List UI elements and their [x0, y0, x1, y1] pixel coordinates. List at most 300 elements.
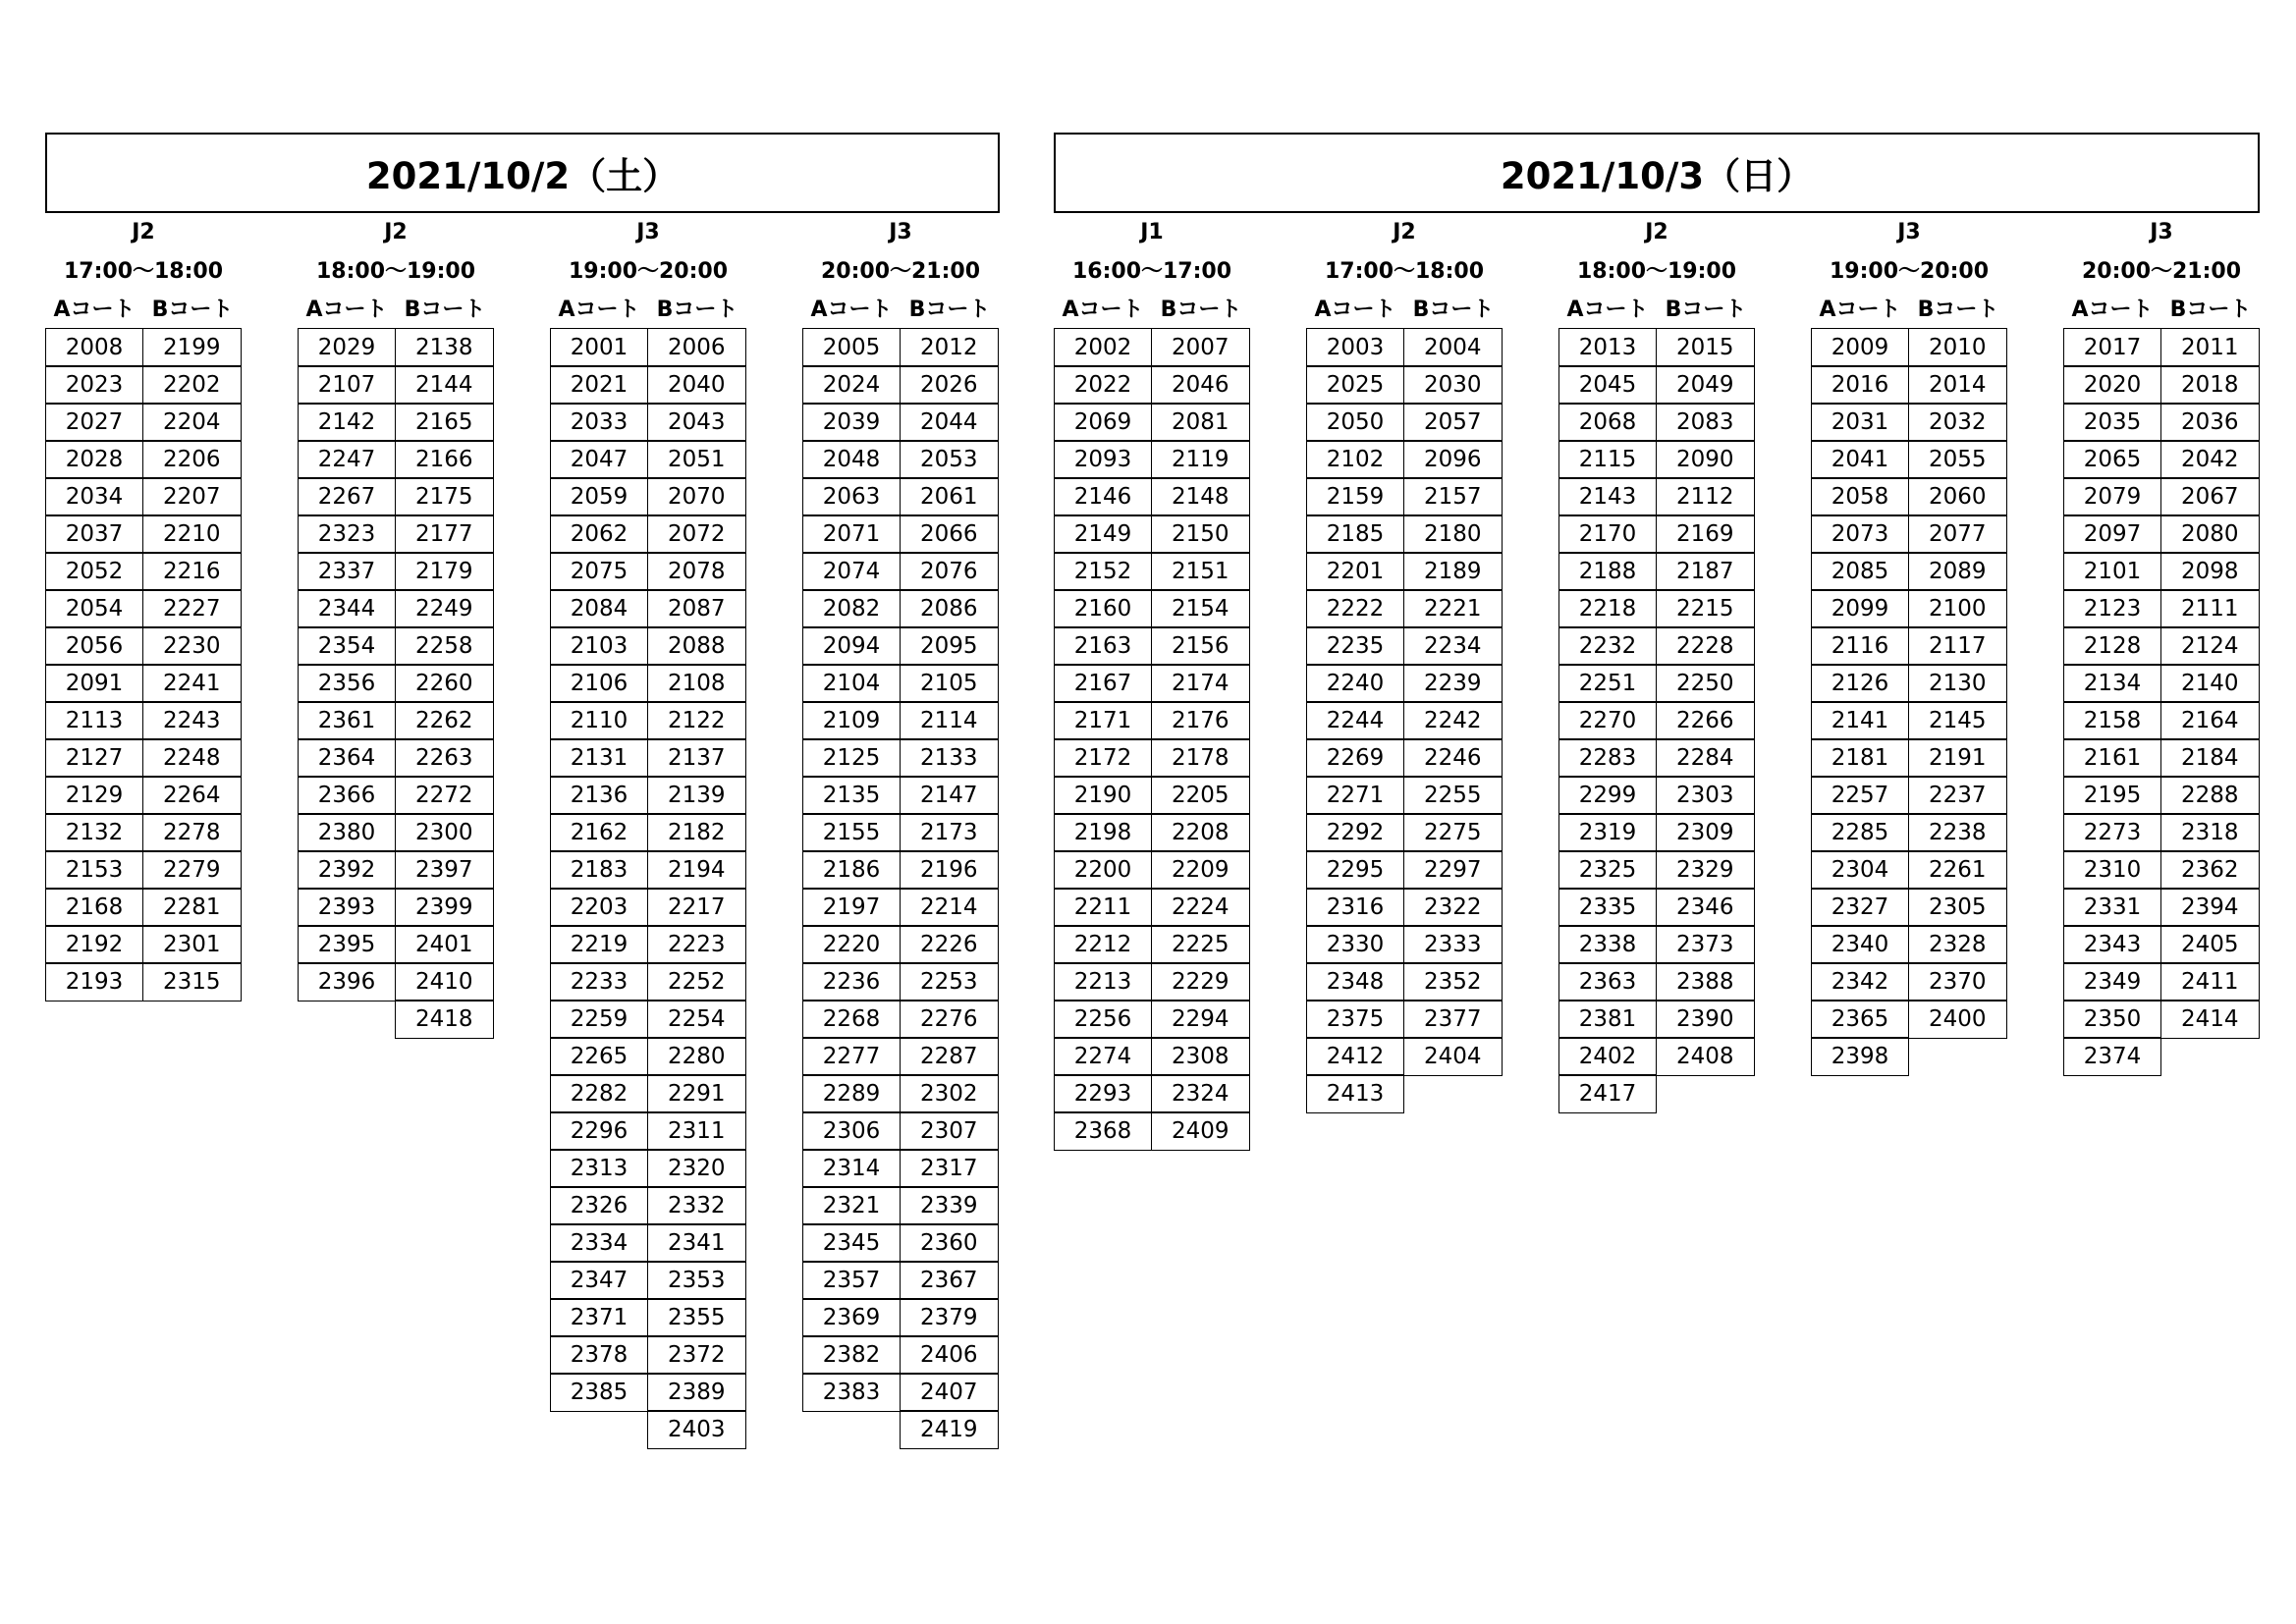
entry-number-cell: 2339	[900, 1186, 1000, 1225]
entry-number-cell: 2352	[1403, 962, 1503, 1001]
entry-number-cell: 2198	[1054, 813, 1152, 852]
entry-number-cell: 2012	[900, 328, 1000, 367]
entry-number-cell: 2166	[395, 440, 495, 479]
division-label: J2	[132, 220, 155, 244]
time-slot	[550, 213, 746, 1449]
entry-number-cell: 2194	[647, 850, 747, 890]
entry-number-cell: 2057	[1403, 403, 1503, 442]
entry-number-cell: 2046	[1151, 365, 1251, 405]
entry-number-cell: 2354	[298, 626, 396, 666]
entry-number-cell: 2207	[142, 477, 243, 516]
entry-number-cell: 2412	[1306, 1037, 1404, 1076]
entry-number-cell: 2242	[1403, 701, 1503, 740]
entry-number-cell: 2169	[1656, 514, 1756, 554]
entry-number-cell: 2247	[298, 440, 396, 479]
entry-number-cell: 2147	[900, 776, 1000, 815]
entry-number-cell: 2301	[142, 925, 243, 964]
entry-number-cell: 2264	[142, 776, 243, 815]
entry-number-cell: 2333	[1403, 925, 1503, 964]
entry-number-cell: 2233	[550, 962, 648, 1001]
entry-number-cell: 2383	[802, 1373, 901, 1412]
entry-number-cell: 2377	[1403, 1000, 1503, 1039]
entry-number-cell: 2083	[1656, 403, 1756, 442]
court-b-column	[1909, 330, 2007, 1076]
entry-number-cell: 2395	[298, 925, 396, 964]
entry-number-cell: 2212	[1054, 925, 1152, 964]
entry-number-cell: 2014	[1908, 365, 2008, 405]
entry-number-cell: 2369	[802, 1298, 901, 1337]
entry-number-cell: 2213	[1054, 962, 1152, 1001]
entry-number-cell: 2187	[1656, 552, 1756, 591]
entry-number-cell: 2056	[45, 626, 143, 666]
entry-number-cell: 2025	[1306, 365, 1404, 405]
entry-number-cell: 2256	[1054, 1000, 1152, 1039]
division-label: J3	[636, 220, 660, 244]
entry-number-cell: 2232	[1558, 626, 1657, 666]
court-a-column	[45, 330, 143, 1001]
entry-number-cell: 2254	[647, 1000, 747, 1039]
entry-number-cell: 2195	[2063, 776, 2161, 815]
entry-number-cell: 2003	[1306, 328, 1404, 367]
entry-number-cell: 2338	[1558, 925, 1657, 964]
entry-number-cell: 2278	[142, 813, 243, 852]
court-header-row	[802, 291, 999, 330]
court-header-row	[45, 291, 242, 330]
entry-number-cell: 2139	[647, 776, 747, 815]
entry-number-cell: 2238	[1908, 813, 2008, 852]
entry-number-cell: 2042	[2160, 440, 2261, 479]
entry-number-cell: 2210	[142, 514, 243, 554]
entry-number-cell: 2347	[550, 1261, 648, 1300]
entry-number-cell: 2082	[802, 589, 901, 628]
entry-number-cell: 2171	[1054, 701, 1152, 740]
entry-number-cell: 2070	[647, 477, 747, 516]
entry-number-cell: 2076	[900, 552, 1000, 591]
court-number-columns	[2063, 330, 2260, 1076]
entry-number-cell: 2021	[550, 365, 648, 405]
entry-number-cell: 2397	[395, 850, 495, 890]
court-header-row	[298, 291, 494, 330]
entry-number-cell: 2197	[802, 888, 901, 927]
entry-number-cell: 2410	[395, 962, 495, 1001]
entry-number-cell: 2185	[1306, 514, 1404, 554]
entry-number-cell: 2305	[1908, 888, 2008, 927]
entry-number-cell: 2146	[1054, 477, 1152, 516]
entry-number-cell: 2113	[45, 701, 143, 740]
entry-number-cell: 2041	[1811, 440, 1909, 479]
entry-number-cell: 2034	[45, 477, 143, 516]
court-a-column	[1306, 330, 1404, 1113]
entry-number-cell: 2106	[550, 664, 648, 703]
entry-number-cell: 2277	[802, 1037, 901, 1076]
entry-number-cell: 2051	[647, 440, 747, 479]
entry-number-cell: 2308	[1151, 1037, 1251, 1076]
entry-number-cell: 2350	[2063, 1000, 2161, 1039]
entry-number-cell: 2009	[1811, 328, 1909, 367]
court-header-row	[1811, 291, 2007, 330]
entry-number-cell: 2180	[1403, 514, 1503, 554]
time-range-label: 17:00〜18:00	[1324, 258, 1485, 284]
entry-number-cell: 2263	[395, 738, 495, 778]
entry-number-cell: 2304	[1811, 850, 1909, 890]
time-slot	[1811, 213, 2007, 1151]
entry-number-cell: 2310	[2063, 850, 2161, 890]
entry-number-cell: 2141	[1811, 701, 1909, 740]
entry-number-cell: 2134	[2063, 664, 2161, 703]
entry-number-cell: 2289	[802, 1074, 901, 1113]
entry-number-cell: 2105	[900, 664, 1000, 703]
entry-number-cell: 2190	[1054, 776, 1152, 815]
entry-number-cell: 2408	[1656, 1037, 1756, 1076]
entry-number-cell: 2370	[1908, 962, 2008, 1001]
entry-number-cell: 2258	[395, 626, 495, 666]
entry-number-cell: 2406	[900, 1335, 1000, 1375]
court-b-header: Bコート	[2169, 298, 2252, 322]
entry-number-cell: 2122	[647, 701, 747, 740]
entry-number-cell: 2396	[298, 962, 396, 1001]
entry-number-cell: 2177	[395, 514, 495, 554]
entry-number-cell: 2061	[900, 477, 1000, 516]
entry-number-cell: 2005	[802, 328, 901, 367]
entry-number-cell: 2419	[900, 1410, 1000, 1449]
entry-number-cell: 2218	[1558, 589, 1657, 628]
entry-number-cell: 2119	[1151, 440, 1251, 479]
entry-number-cell: 2381	[1558, 1000, 1657, 1039]
court-a-header: Aコート	[810, 298, 893, 322]
time-range-label: 19:00〜20:00	[568, 258, 729, 284]
entry-number-cell: 2022	[1054, 365, 1152, 405]
entry-number-cell: 2364	[298, 738, 396, 778]
entry-number-cell: 2184	[2160, 738, 2261, 778]
entry-number-cell: 2162	[550, 813, 648, 852]
division-label: J2	[384, 220, 408, 244]
entry-number-cell: 2040	[647, 365, 747, 405]
court-a-column	[802, 330, 901, 1449]
entry-number-cell: 2202	[142, 365, 243, 405]
entry-number-cell: 2157	[1403, 477, 1503, 516]
entry-number-cell: 2026	[900, 365, 1000, 405]
entry-number-cell: 2179	[395, 552, 495, 591]
entry-number-cell: 2048	[802, 440, 901, 479]
entry-number-cell: 2098	[2160, 552, 2261, 591]
entry-number-cell: 2268	[802, 1000, 901, 1039]
entry-number-cell: 2223	[647, 925, 747, 964]
court-number-columns	[1054, 330, 1250, 1151]
entry-number-cell: 2008	[45, 328, 143, 367]
court-b-header: Bコート	[1917, 298, 1999, 322]
entry-number-cell: 2032	[1908, 403, 2008, 442]
entry-number-cell: 2235	[1306, 626, 1404, 666]
entry-number-cell: 2273	[2063, 813, 2161, 852]
division-label: J1	[1140, 220, 1164, 244]
entry-number-cell: 2292	[1306, 813, 1404, 852]
entry-number-cell: 2020	[2063, 365, 2161, 405]
day-title: 2021/10/2（土）	[45, 133, 1000, 213]
entry-number-cell: 2269	[1306, 738, 1404, 778]
entry-number-cell: 2080	[2160, 514, 2261, 554]
entry-number-cell: 2069	[1054, 403, 1152, 442]
court-number-columns	[45, 330, 242, 1001]
entry-number-cell: 2224	[1151, 888, 1251, 927]
entry-number-cell: 2140	[2160, 664, 2261, 703]
entry-number-cell: 2291	[647, 1074, 747, 1113]
entry-number-cell: 2158	[2063, 701, 2161, 740]
entry-number-cell: 2143	[1558, 477, 1657, 516]
entry-number-cell: 2174	[1151, 664, 1251, 703]
entry-number-cell: 2250	[1656, 664, 1756, 703]
entry-number-cell: 2103	[550, 626, 648, 666]
entry-number-cell: 2030	[1403, 365, 1503, 405]
entry-number-cell: 2127	[45, 738, 143, 778]
entry-number-cell: 2360	[900, 1223, 1000, 1263]
entry-number-cell: 2126	[1811, 664, 1909, 703]
entry-number-cell: 2236	[802, 962, 901, 1001]
division-label: J2	[1393, 220, 1416, 244]
court-header-row	[2063, 291, 2260, 330]
entry-number-cell: 2265	[550, 1037, 648, 1076]
entry-number-cell: 2329	[1656, 850, 1756, 890]
entry-number-cell: 2151	[1151, 552, 1251, 591]
court-number-columns	[802, 330, 999, 1449]
entry-number-cell: 2299	[1558, 776, 1657, 815]
entry-number-cell: 2045	[1558, 365, 1657, 405]
court-a-column	[1558, 330, 1657, 1113]
entry-number-cell: 2052	[45, 552, 143, 591]
entry-number-cell: 2276	[900, 1000, 1000, 1039]
entry-number-cell: 2378	[550, 1335, 648, 1375]
entry-number-cell: 2343	[2063, 925, 2161, 964]
time-slot	[45, 213, 242, 1449]
entry-number-cell: 2262	[395, 701, 495, 740]
entry-number-cell: 2028	[45, 440, 143, 479]
time-slot	[1558, 213, 1755, 1151]
entry-number-cell: 2053	[900, 440, 1000, 479]
entry-number-cell: 2373	[1656, 925, 1756, 964]
entry-number-cell: 2090	[1656, 440, 1756, 479]
entry-number-cell: 2182	[647, 813, 747, 852]
entry-number-cell: 2398	[1811, 1037, 1909, 1076]
entry-number-cell: 2344	[298, 589, 396, 628]
entry-number-cell: 2327	[1811, 888, 1909, 927]
entry-number-cell: 2237	[1908, 776, 2008, 815]
entry-number-cell: 2144	[395, 365, 495, 405]
entry-number-cell: 2170	[1558, 514, 1657, 554]
entry-number-cell: 2411	[2160, 962, 2261, 1001]
entry-number-cell: 2401	[395, 925, 495, 964]
entry-number-cell: 2334	[550, 1223, 648, 1263]
entry-number-cell: 2284	[1656, 738, 1756, 778]
time-slot	[1306, 213, 1503, 1151]
entry-number-cell: 2102	[1306, 440, 1404, 479]
entry-number-cell: 2413	[1306, 1074, 1404, 1113]
time-range-label: 19:00〜20:00	[1829, 258, 1990, 284]
entry-number-cell: 2074	[802, 552, 901, 591]
entry-number-cell: 2199	[142, 328, 243, 367]
court-a-header: Aコート	[1062, 298, 1144, 322]
entry-number-cell: 2156	[1151, 626, 1251, 666]
entry-number-cell: 2287	[900, 1037, 1000, 1076]
entry-number-cell: 2112	[1656, 477, 1756, 516]
entry-number-cell: 2228	[1656, 626, 1756, 666]
entry-number-cell: 2253	[900, 962, 1000, 1001]
division-label: J3	[889, 220, 912, 244]
court-number-columns	[550, 330, 746, 1449]
entry-number-cell: 2200	[1054, 850, 1152, 890]
entry-number-cell: 2342	[1811, 962, 1909, 1001]
entry-number-cell: 2206	[142, 440, 243, 479]
court-b-header: Bコート	[404, 298, 486, 322]
entry-number-cell: 2400	[1908, 1000, 2008, 1039]
court-b-column	[1404, 330, 1503, 1113]
entry-number-cell: 2282	[550, 1074, 648, 1113]
entry-number-cell: 2135	[802, 776, 901, 815]
entry-number-cell: 2389	[647, 1373, 747, 1412]
entry-number-cell: 2024	[802, 365, 901, 405]
entry-number-cell: 2079	[2063, 477, 2161, 516]
entry-number-cell: 2365	[1811, 1000, 1909, 1039]
day-schedule-sunday	[1054, 133, 2260, 1151]
entry-number-cell: 2137	[647, 738, 747, 778]
entry-number-cell: 2178	[1151, 738, 1251, 778]
court-b-column	[648, 330, 746, 1449]
time-range-label: 20:00〜21:00	[2081, 258, 2242, 284]
entry-number-cell: 2099	[1811, 589, 1909, 628]
division-label: J3	[2150, 220, 2173, 244]
court-b-header: Bコート	[151, 298, 234, 322]
court-header-row	[550, 291, 746, 330]
entry-number-cell: 2313	[550, 1149, 648, 1188]
entry-number-cell: 2399	[395, 888, 495, 927]
entry-number-cell: 2077	[1908, 514, 2008, 554]
court-b-header: Bコート	[908, 298, 991, 322]
entry-number-cell: 2246	[1403, 738, 1503, 778]
entry-number-cell: 2096	[1403, 440, 1503, 479]
entry-number-cell: 2241	[142, 664, 243, 703]
entry-number-cell: 2368	[1054, 1111, 1152, 1151]
entry-number-cell: 2409	[1151, 1111, 1251, 1151]
entry-number-cell: 2017	[2063, 328, 2161, 367]
entry-number-cell: 2117	[1908, 626, 2008, 666]
entry-number-cell: 2297	[1403, 850, 1503, 890]
entry-number-cell: 2149	[1054, 514, 1152, 554]
entry-number-cell: 2270	[1558, 701, 1657, 740]
court-a-header: Aコート	[2071, 298, 2154, 322]
court-a-header: Aコート	[1566, 298, 1649, 322]
entry-number-cell: 2274	[1054, 1037, 1152, 1076]
entry-number-cell: 2249	[395, 589, 495, 628]
entry-number-cell: 2259	[550, 1000, 648, 1039]
time-range-label: 20:00〜21:00	[820, 258, 981, 284]
entry-number-cell: 2097	[2063, 514, 2161, 554]
entry-number-cell: 2085	[1811, 552, 1909, 591]
entry-number-cell: 2303	[1656, 776, 1756, 815]
entry-number-cell: 2173	[900, 813, 1000, 852]
time-range-label: 16:00〜17:00	[1071, 258, 1232, 284]
entry-number-cell: 2094	[802, 626, 901, 666]
entry-number-cell: 2215	[1656, 589, 1756, 628]
court-b-header: Bコート	[1665, 298, 1747, 322]
entry-number-cell: 2325	[1558, 850, 1657, 890]
entry-number-cell: 2060	[1908, 477, 2008, 516]
entry-number-cell: 2314	[802, 1149, 901, 1188]
entry-number-cell: 2356	[298, 664, 396, 703]
court-b-header: Bコート	[656, 298, 738, 322]
entry-number-cell: 2132	[45, 813, 143, 852]
entry-number-cell: 2133	[900, 738, 1000, 778]
entry-number-cell: 2066	[900, 514, 1000, 554]
entry-number-cell: 2226	[900, 925, 1000, 964]
entry-number-cell: 2091	[45, 664, 143, 703]
time-slots	[45, 213, 1000, 1449]
entry-number-cell: 2110	[550, 701, 648, 740]
entry-number-cell: 2227	[142, 589, 243, 628]
entry-number-cell: 2394	[2160, 888, 2261, 927]
entry-number-cell: 2288	[2160, 776, 2261, 815]
entry-number-cell: 2068	[1558, 403, 1657, 442]
entry-number-cell: 2295	[1306, 850, 1404, 890]
entry-number-cell: 2217	[647, 888, 747, 927]
entry-number-cell: 2013	[1558, 328, 1657, 367]
time-slots	[1054, 213, 2260, 1151]
entry-number-cell: 2405	[2160, 925, 2261, 964]
entry-number-cell: 2145	[1908, 701, 2008, 740]
court-b-column	[2161, 330, 2260, 1076]
entry-number-cell: 2192	[45, 925, 143, 964]
entry-number-cell: 2203	[550, 888, 648, 927]
entry-number-cell: 2176	[1151, 701, 1251, 740]
entry-number-cell: 2078	[647, 552, 747, 591]
division-label: J2	[1645, 220, 1668, 244]
entry-number-cell: 2335	[1558, 888, 1657, 927]
entry-number-cell: 2044	[900, 403, 1000, 442]
entry-number-cell: 2123	[2063, 589, 2161, 628]
entry-number-cell: 2114	[900, 701, 1000, 740]
entry-number-cell: 2071	[802, 514, 901, 554]
entry-number-cell: 2036	[2160, 403, 2261, 442]
entry-number-cell: 2128	[2063, 626, 2161, 666]
court-a-column	[1054, 330, 1152, 1151]
entry-number-cell: 2043	[647, 403, 747, 442]
entry-number-cell: 2371	[550, 1298, 648, 1337]
entry-number-cell: 2095	[900, 626, 1000, 666]
time-range-label: 17:00〜18:00	[63, 258, 224, 284]
entry-number-cell: 2142	[298, 403, 396, 442]
entry-number-cell: 2349	[2063, 962, 2161, 1001]
entry-number-cell: 2319	[1558, 813, 1657, 852]
entry-number-cell: 2138	[395, 328, 495, 367]
entry-number-cell: 2115	[1558, 440, 1657, 479]
entry-number-cell: 2225	[1151, 925, 1251, 964]
court-header-row	[1306, 291, 1503, 330]
entry-number-cell: 2267	[298, 477, 396, 516]
entry-number-cell: 2221	[1403, 589, 1503, 628]
entry-number-cell: 2063	[802, 477, 901, 516]
entry-number-cell: 2379	[900, 1298, 1000, 1337]
entry-number-cell: 2136	[550, 776, 648, 815]
entry-number-cell: 2107	[298, 365, 396, 405]
entry-number-cell: 2234	[1403, 626, 1503, 666]
entry-number-cell: 2252	[647, 962, 747, 1001]
entry-number-cell: 2266	[1656, 701, 1756, 740]
entry-number-cell: 2161	[2063, 738, 2161, 778]
entry-number-cell: 2380	[298, 813, 396, 852]
court-a-column	[1811, 330, 1909, 1076]
entry-number-cell: 2153	[45, 850, 143, 890]
entry-number-cell: 2392	[298, 850, 396, 890]
entry-number-cell: 2385	[550, 1373, 648, 1412]
court-b-header: Bコート	[1160, 298, 1242, 322]
entry-number-cell: 2159	[1306, 477, 1404, 516]
